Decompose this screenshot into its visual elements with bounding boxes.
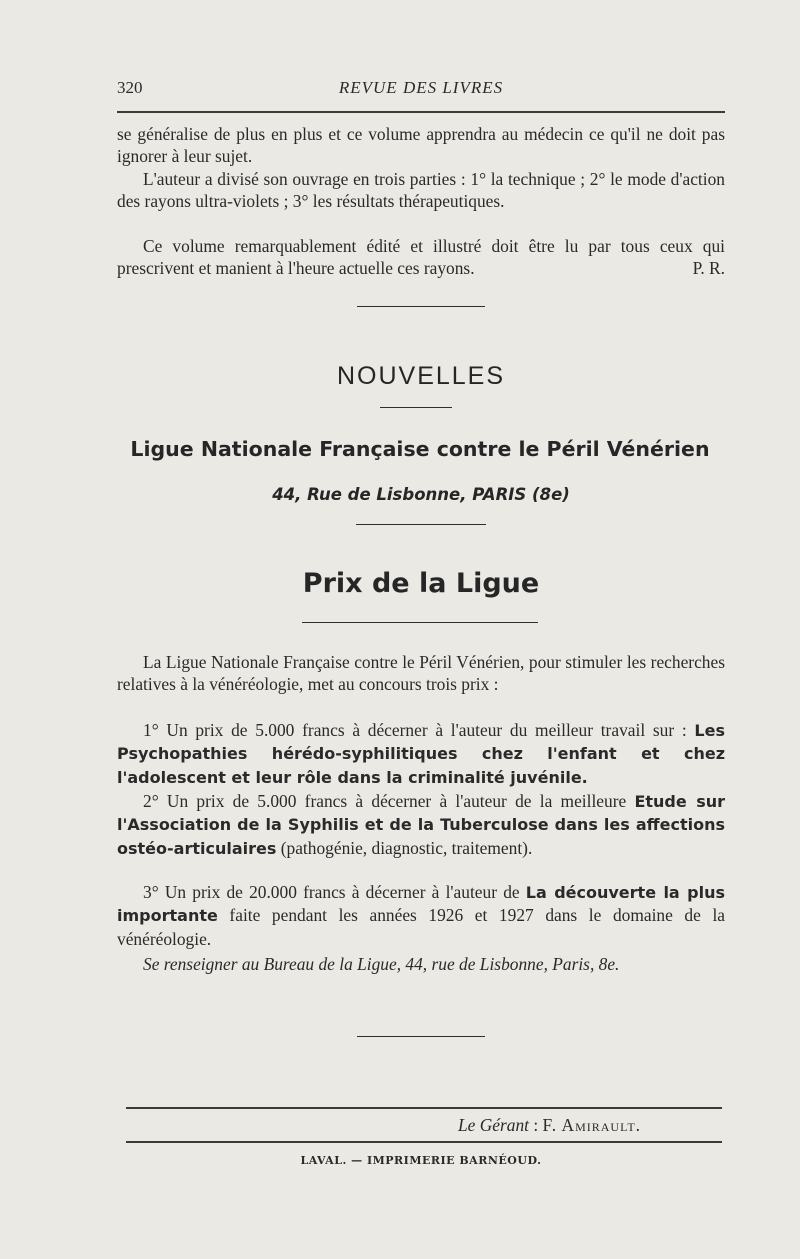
review-signature: P. R. xyxy=(692,258,725,279)
prize-title-underline xyxy=(302,622,538,623)
running-head xyxy=(117,78,725,100)
gerant-separator: : xyxy=(528,1115,543,1135)
section-divider xyxy=(357,306,485,307)
prize-title: Prix de la Ligue xyxy=(302,568,540,599)
contact-paragraph: Se renseigner au Bureau de la Ligue, 44, rue de Lisbonne, Paris, 8e. xyxy=(143,954,620,974)
address-divider xyxy=(356,524,486,525)
prize-1-paragraph xyxy=(117,719,725,789)
page-number: 320 xyxy=(117,78,143,97)
intro-paragraph: La Ligue Nationale Française contre le Péril Vénérien, pour stimuler les recherches relatives à la vénéréologie, met au concours trois prix : xyxy=(117,652,725,695)
prize-1-lead: 1° Un prix de 5.000 francs à décerner à l'auteur du meilleur travail sur : xyxy=(143,720,695,740)
prize-1-subject: Les Psychopathies hérédo-syphilitiques chez l'enfant et chez l'adolescent et leur rôle dans la criminalité juvénile. xyxy=(117,721,725,787)
footer-rule-bottom xyxy=(126,1141,722,1143)
gerant-line xyxy=(117,1115,641,1136)
prize-2-lead: 2° Un prix de 5.000 francs à décerner à l'auteur de la meilleure xyxy=(143,791,635,811)
prize-3-tail: faite pendant les années 1926 et 1927 dans le domaine de la vénéréologie. xyxy=(117,905,725,949)
league-address: 44, Rue de Lisbonne, PARIS (8e) xyxy=(272,485,570,504)
prize-3-paragraph xyxy=(117,881,725,950)
prize-3-subject: La découverte la plus importante xyxy=(117,883,725,926)
prize-3-lead: 3° Un prix de 20.000 francs à décerner à l'auteur de xyxy=(143,882,526,902)
prize-2-tail: (pathogénie, diagnostic, traitement). xyxy=(276,837,533,858)
gerant-name: F. Amirault. xyxy=(542,1115,641,1135)
gerant-label: Le Gérant xyxy=(457,1115,529,1135)
footer-rule-top xyxy=(126,1107,722,1109)
end-divider xyxy=(357,1036,485,1037)
prize-2-subject: Etude sur l'Association de la Syphilis et de la Tuberculose dans les affections ostéo-articulaires xyxy=(117,792,725,858)
review-paragraph-2: L'auteur a divisé son ouvrage en trois parties : 1° la technique ; 2° le mode d'action des rayons ultra-violets ; 3° les résultats thérapeutiques. xyxy=(117,169,725,212)
section-title: NOUVELLES xyxy=(336,362,506,390)
prize-2-paragraph xyxy=(117,790,725,860)
review-paragraph-3 xyxy=(117,235,725,280)
journal-title: REVUE DES LIVRES xyxy=(338,78,504,97)
review-paragraph-1: se généralise de plus en plus et ce volume apprendra au médecin ce qu'il ne doit pas ignorer à leur sujet. xyxy=(117,124,725,167)
printer-imprint: LAVAL. — IMPRIMERIE BARNÉOUD. xyxy=(300,1154,542,1167)
review-paragraph-3-text: Ce volume remarquablement édité et illustré doit être lu par tous ceux qui prescrivent et manient à l'heure actuelle ces rayons. xyxy=(117,236,725,279)
header-rule xyxy=(117,111,725,113)
league-name: Ligue Nationale Française contre le Péril Vénérien xyxy=(130,437,710,461)
title-underline xyxy=(380,407,452,408)
